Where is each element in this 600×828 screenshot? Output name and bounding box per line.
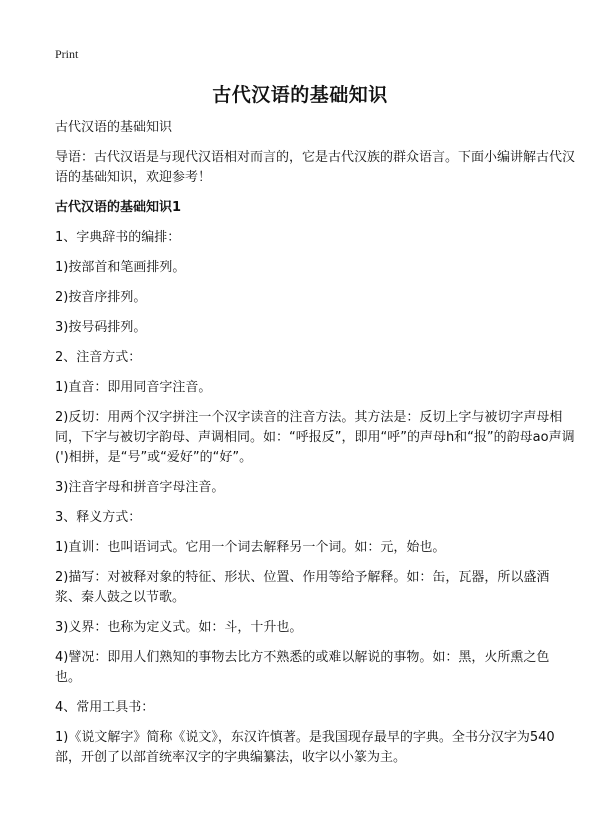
list-item: 3)按号码排列。 (55, 320, 147, 335)
intro-paragraph: 导语：古代汉语是与现代汉语相对而言的，它是古代汉族的群众语言。下面小编讲解古代汉语的基础知识，欢迎参考！ (55, 150, 576, 185)
list-item: 1)按部首和笔画排列。 (55, 260, 186, 275)
list-item: 1)直训：也叫语词式。它用一个词去解释另一个词。如：元，始也。 (55, 540, 446, 555)
list-item: 3)义界：也称为定义式。如：斗，十升也。 (55, 620, 303, 635)
list-heading-reference-tools: 4、常用工具书： (55, 700, 155, 715)
list-item: 4)譬况：即用人们熟知的事物去比方不熟悉的或难以解说的事物。如：黑，火所熏之色也。 (55, 650, 550, 685)
print-link[interactable]: Print (55, 47, 79, 61)
list-item: 3)注音字母和拼音字母注音。 (55, 480, 225, 495)
list-item: 2)反切：用两个汉字拼注一个汉字读音的注音方法。其方法是：反切上字与被切字声母相同，下字与被切字韵母、声调相同。如：“呼报反”，即用“呼”的声母h和“报”的韵母ao声调(')相拼，是“号”或“爱好”的“好”。 (55, 410, 575, 465)
article-body (55, 118, 575, 778)
list-item: 2)描写：对被释对象的特征、形状、位置、作用等给予解释。如：缶，瓦器，所以盛酒浆、秦人鼓之以节歌。 (55, 570, 550, 605)
list-item: 1)直音：即用同音字注音。 (55, 380, 212, 395)
list-heading-definition-methods: 3、释义方式： (55, 510, 142, 525)
subtitle-paragraph: 古代汉语的基础知识 (55, 120, 173, 135)
list-heading-dictionary-arrangement: 1、字典辞书的编排： (55, 230, 181, 245)
page-title: 古代汉语的基础知识 (212, 84, 388, 106)
list-item: 1)《说文解字》简称《说文》，东汉许慎著。是我国现存最早的字典。全书分汉字为540部，开创了以部首统率汉字的字典编纂法，收字以小篆为主。 (55, 730, 555, 765)
section-heading: 古代汉语的基础知识1 (55, 200, 182, 215)
list-item: 2)按音序排列。 (55, 290, 147, 305)
list-heading-phonetic-methods: 2、注音方式： (55, 350, 142, 365)
